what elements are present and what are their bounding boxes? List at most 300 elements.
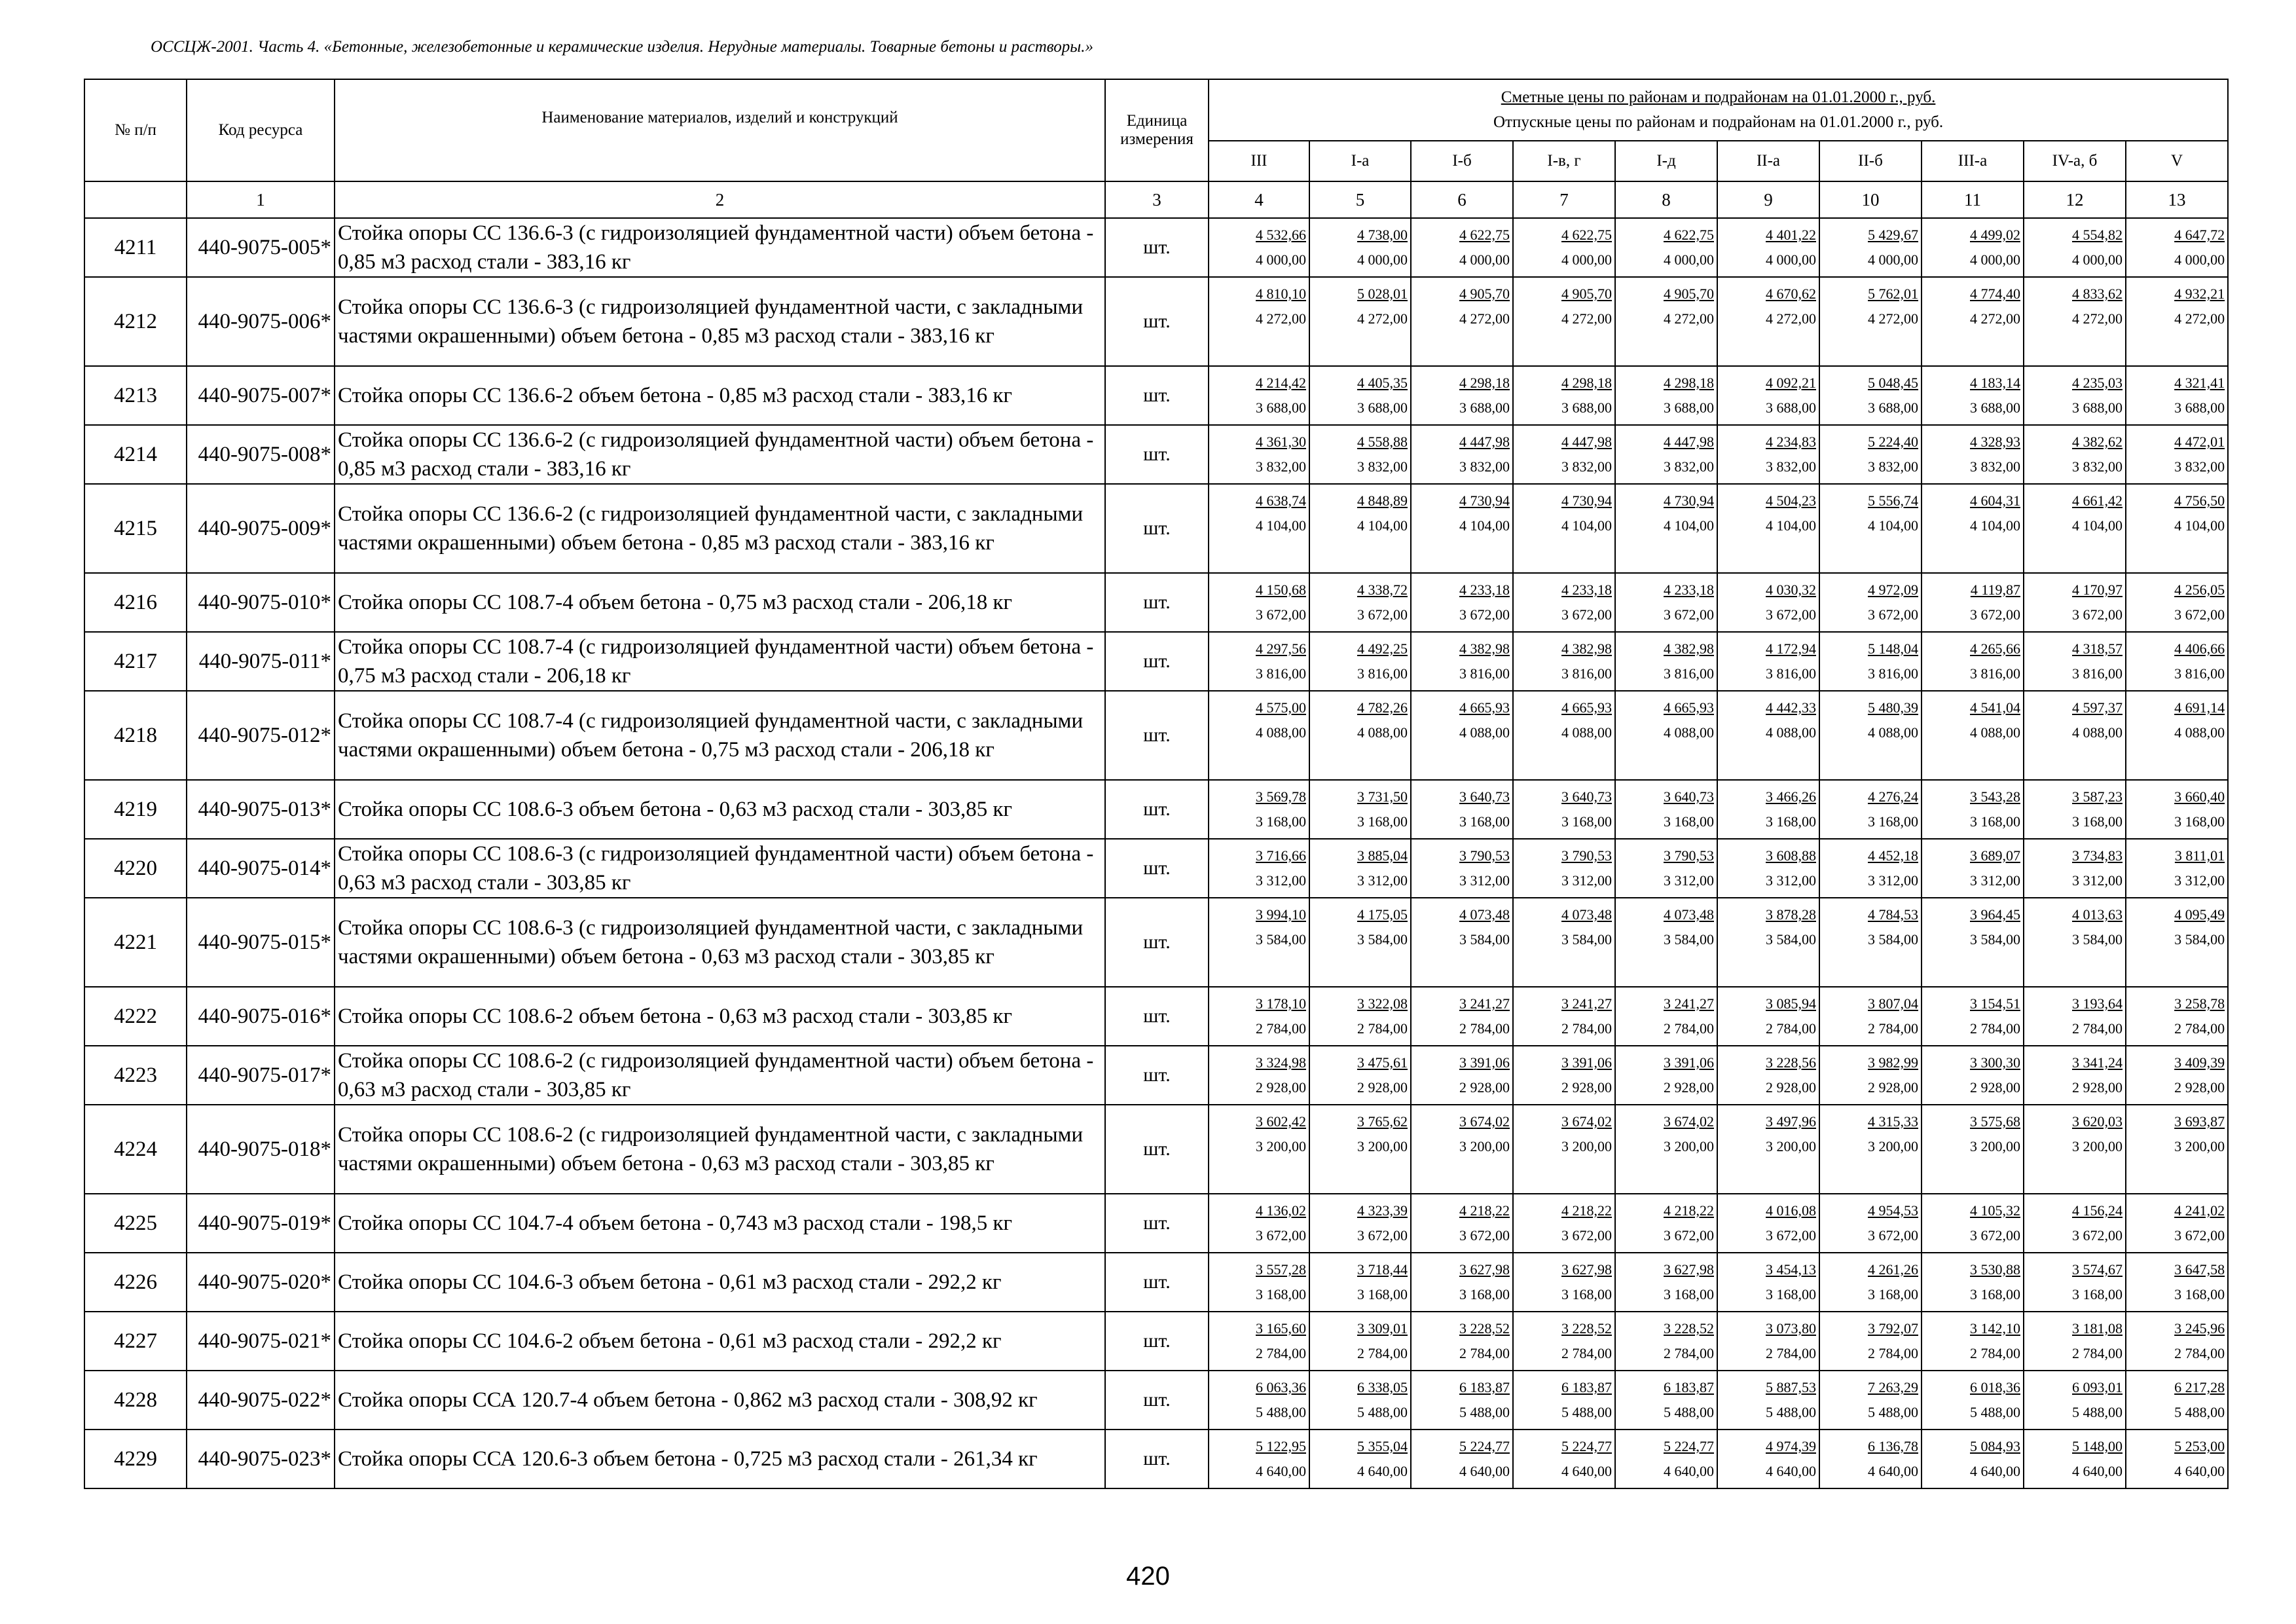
- release-price: 3 672,00: [1868, 606, 1918, 623]
- price-cell: [1615, 632, 1717, 691]
- resource-code: 440-9075-014*: [187, 839, 335, 898]
- release-price: 2 784,00: [1970, 1345, 2020, 1361]
- price-cell: [1411, 1105, 1513, 1194]
- release-price: 3 312,00: [1561, 872, 1612, 889]
- price-cell: [1717, 1253, 1819, 1312]
- price-cell: [2024, 1371, 2126, 1430]
- estimated-price: 4 442,33: [1766, 699, 1816, 716]
- resource-code: 440-9075-009*: [187, 484, 335, 573]
- unit-cell: шт.: [1105, 1253, 1209, 1312]
- row-number: 4220: [84, 839, 187, 898]
- estimated-price: 4 447,98: [1561, 434, 1612, 450]
- release-price: 5 488,00: [1970, 1404, 2020, 1420]
- estimated-price: 3 608,88: [1766, 847, 1816, 864]
- release-price: 4 000,00: [1664, 251, 1714, 268]
- release-price: 4 104,00: [2072, 517, 2123, 534]
- release-price: 3 168,00: [1357, 1286, 1408, 1302]
- price-cell: [1209, 1194, 1309, 1253]
- unit-cell: шт.: [1105, 1312, 1209, 1371]
- row-number: 4227: [84, 1312, 187, 1371]
- estimated-price: 4 974,39: [1766, 1438, 1816, 1454]
- release-price: 3 584,00: [2072, 931, 2123, 948]
- price-cell: [2024, 1105, 2126, 1194]
- price-cell: [1615, 425, 1717, 484]
- price-cell: [1411, 425, 1513, 484]
- price-cell: [1922, 839, 2024, 898]
- unit-cell: шт.: [1105, 277, 1209, 366]
- release-price: 3 200,00: [1766, 1138, 1816, 1154]
- table-row: [84, 425, 2228, 484]
- item-name: Стойка опоры СС 136.6-3 (с гидроизоляцией фундаментной части, с закладными частями окрашенными) объем бетона - 0,85 м3 расход стали - 383,16 кг: [335, 277, 1105, 366]
- price-cell: [2024, 218, 2126, 277]
- price-cell: [1717, 632, 1819, 691]
- release-price: 2 784,00: [1256, 1020, 1306, 1037]
- price-cell: [1513, 898, 1615, 987]
- release-price: 3 688,00: [1868, 399, 1918, 416]
- price-cell: [1309, 1046, 1411, 1105]
- row-number: 4213: [84, 366, 187, 425]
- estimated-price: 3 309,01: [1357, 1320, 1408, 1337]
- estimated-price: 3 734,83: [2072, 847, 2123, 864]
- estimated-price: 3 391,06: [1561, 1054, 1612, 1071]
- price-cell: [1922, 425, 2024, 484]
- price-cell: [1411, 1371, 1513, 1430]
- release-price: 2 784,00: [2072, 1345, 2123, 1361]
- estimated-price: 6 183,87: [1459, 1379, 1510, 1395]
- price-table: [84, 79, 2229, 1489]
- price-cell: [1717, 780, 1819, 839]
- estimated-price: 3 575,68: [1970, 1113, 2020, 1130]
- estimated-price: 4 622,75: [1561, 227, 1612, 243]
- release-price: 3 168,00: [1970, 1286, 2020, 1302]
- estimated-price: 3 228,52: [1664, 1320, 1714, 1337]
- estimated-price: 4 905,70: [1664, 286, 1714, 302]
- price-cell: [1209, 839, 1309, 898]
- price-cell: [1922, 1194, 2024, 1253]
- release-price: 2 784,00: [1868, 1345, 1918, 1361]
- column-number: [84, 181, 187, 218]
- release-price: 3 672,00: [2072, 1227, 2123, 1244]
- estimated-price: 3 602,42: [1256, 1113, 1306, 1130]
- release-price: 3 312,00: [1868, 872, 1918, 889]
- release-price: 3 816,00: [2174, 665, 2225, 682]
- estimated-price: 4 738,00: [1357, 227, 1408, 243]
- release-price: 3 832,00: [1664, 458, 1714, 475]
- release-price: 2 928,00: [1459, 1079, 1510, 1096]
- price-cell: [1309, 987, 1411, 1046]
- release-price: 3 832,00: [1970, 458, 2020, 475]
- release-price: 3 312,00: [1357, 872, 1408, 889]
- release-price: 2 784,00: [1766, 1020, 1816, 1037]
- release-price: 3 816,00: [1970, 665, 2020, 682]
- estimated-price: 3 557,28: [1256, 1261, 1306, 1278]
- estimated-price: 4 235,03: [2072, 375, 2123, 391]
- release-price: 3 584,00: [1970, 931, 2020, 948]
- estimated-price: 3 731,50: [1357, 788, 1408, 805]
- release-price: 3 672,00: [2174, 606, 2225, 623]
- column-number: 7: [1513, 181, 1615, 218]
- row-number: 4215: [84, 484, 187, 573]
- release-price: 3 168,00: [1561, 1286, 1612, 1302]
- estimated-price: 3 569,78: [1256, 788, 1306, 805]
- release-price: 3 672,00: [1664, 1227, 1714, 1244]
- estimated-price: 3 674,02: [1459, 1113, 1510, 1130]
- estimated-price: 4 382,98: [1459, 640, 1510, 657]
- price-cell: [2126, 425, 2228, 484]
- estimated-price: 4 119,87: [1970, 581, 2020, 598]
- release-price: 2 928,00: [1357, 1079, 1408, 1096]
- estimated-price: 4 361,30: [1256, 434, 1306, 450]
- estimated-price: 3 627,98: [1561, 1261, 1612, 1278]
- price-cell: [1411, 691, 1513, 780]
- estimated-price: 3 530,88: [1970, 1261, 2020, 1278]
- estimated-price: 4 810,10: [1256, 286, 1306, 302]
- release-price: 2 928,00: [1561, 1079, 1612, 1096]
- release-price: 2 784,00: [1561, 1345, 1612, 1361]
- estimated-price: 4 261,26: [1868, 1261, 1918, 1278]
- estimated-price: 3 620,03: [2072, 1113, 2123, 1130]
- release-price: 3 816,00: [1868, 665, 1918, 682]
- estimated-price: 3 647,58: [2174, 1261, 2225, 1278]
- estimated-price: 3 693,87: [2174, 1113, 2225, 1130]
- release-price: 3 200,00: [2072, 1138, 2123, 1154]
- price-cell: [1209, 632, 1309, 691]
- price-cell: [2024, 1194, 2126, 1253]
- price-cell: [1411, 898, 1513, 987]
- price-cell: [1717, 691, 1819, 780]
- price-cell: [2024, 573, 2126, 632]
- estimated-price: 4 328,93: [1970, 434, 2020, 450]
- table-row: [84, 1046, 2228, 1105]
- release-price: 3 672,00: [1970, 1227, 2020, 1244]
- price-cell: [2126, 1194, 2228, 1253]
- release-price: 2 928,00: [2174, 1079, 2225, 1096]
- release-price: 4 088,00: [1256, 724, 1306, 741]
- release-price: 4 088,00: [1459, 724, 1510, 741]
- release-price: 3 672,00: [2072, 606, 2123, 623]
- estimated-price: 4 382,98: [1561, 640, 1612, 657]
- row-number: 4217: [84, 632, 187, 691]
- release-price: 2 928,00: [1970, 1079, 2020, 1096]
- region-header: III: [1209, 141, 1309, 181]
- price-cell: [2024, 780, 2126, 839]
- release-price: 4 104,00: [2174, 517, 2225, 534]
- price-cell: [1309, 1312, 1411, 1371]
- price-cell: [1819, 898, 1922, 987]
- estimated-price: 4 848,89: [1357, 492, 1408, 509]
- item-name: Стойка опоры СС 108.6-2 объем бетона - 0,63 м3 расход стали - 303,85 кг: [335, 987, 1105, 1046]
- release-price: 4 640,00: [1664, 1463, 1714, 1479]
- column-number: 10: [1819, 181, 1922, 218]
- row-number: 4214: [84, 425, 187, 484]
- price-cell: [2126, 277, 2228, 366]
- price-cell: [1513, 691, 1615, 780]
- release-price: 3 832,00: [1459, 458, 1510, 475]
- price-cell: [1513, 1046, 1615, 1105]
- table-row: [84, 987, 2228, 1046]
- estimated-price: 4 095,49: [2174, 906, 2225, 923]
- estimated-price: 4 905,70: [1561, 286, 1612, 302]
- price-cell: [1615, 1371, 1717, 1430]
- estimated-price: 3 811,01: [2174, 847, 2225, 864]
- price-cell: [1922, 691, 2024, 780]
- estimated-price: 5 224,40: [1868, 434, 1918, 450]
- release-price: 4 000,00: [1256, 251, 1306, 268]
- release-price: 4 640,00: [1459, 1463, 1510, 1479]
- price-cell: [1411, 1194, 1513, 1253]
- price-cell: [1411, 780, 1513, 839]
- release-price: 3 584,00: [1561, 931, 1612, 948]
- estimated-price: 4 905,70: [1459, 286, 1510, 302]
- price-cell: [1717, 1312, 1819, 1371]
- unit-cell: шт.: [1105, 1105, 1209, 1194]
- release-price: 3 168,00: [2072, 1286, 2123, 1302]
- item-name: Стойка опоры СС 108.6-2 (с гидроизоляцией фундаментной части, с закладными частями окрашенными) объем бетона - 0,63 м3 расход стали - 303,85 кг: [335, 1105, 1105, 1194]
- item-name: Стойка опоры СС 108.6-3 (с гидроизоляцией фундаментной части) объем бетона - 0,63 м3 расход стали - 303,85 кг: [335, 839, 1105, 898]
- release-price: 3 200,00: [1868, 1138, 1918, 1154]
- release-price: 4 272,00: [1256, 310, 1306, 327]
- column-number: 5: [1309, 181, 1411, 218]
- release-price: 4 088,00: [2072, 724, 2123, 741]
- price-cell: [1309, 573, 1411, 632]
- release-price: 3 168,00: [1970, 813, 2020, 830]
- price-cell: [1411, 1312, 1513, 1371]
- release-price: 2 928,00: [1256, 1079, 1306, 1096]
- resource-code: 440-9075-011*: [187, 632, 335, 691]
- price-cell: [1717, 573, 1819, 632]
- release-price: 4 104,00: [1868, 517, 1918, 534]
- estimated-price: 4 954,53: [1868, 1202, 1918, 1219]
- release-price: 3 168,00: [1766, 1286, 1816, 1302]
- release-price: 5 488,00: [1766, 1404, 1816, 1420]
- estimated-price: 3 765,62: [1357, 1113, 1408, 1130]
- price-cell: [1513, 277, 1615, 366]
- estimated-price: 3 885,04: [1357, 847, 1408, 864]
- estimated-price: 4 558,88: [1357, 434, 1408, 450]
- price-cell: [1309, 277, 1411, 366]
- price-cell: [2126, 218, 2228, 277]
- unit-cell: шт.: [1105, 1046, 1209, 1105]
- estimated-price: 4 554,82: [2072, 227, 2123, 243]
- release-price: 4 272,00: [2174, 310, 2225, 327]
- price-cell: [1513, 1105, 1615, 1194]
- price-cell: [1309, 1430, 1411, 1488]
- item-name: Стойка опоры СС 108.6-3 (с гидроизоляцией фундаментной части, с закладными частями окрашенными) объем бетона - 0,63 м3 расход стали - 303,85 кг: [335, 898, 1105, 987]
- release-price: 3 832,00: [1868, 458, 1918, 475]
- release-price: 2 784,00: [2072, 1020, 2123, 1037]
- price-cell: [1717, 218, 1819, 277]
- release-price: 3 168,00: [2174, 813, 2225, 830]
- release-price: 4 104,00: [1561, 517, 1612, 534]
- release-price: 5 488,00: [1664, 1404, 1714, 1420]
- price-cell: [1309, 632, 1411, 691]
- price-cell: [1615, 484, 1717, 573]
- release-price: 4 640,00: [1256, 1463, 1306, 1479]
- estimated-price: 3 341,24: [2072, 1054, 2123, 1071]
- price-cell: [1411, 632, 1513, 691]
- release-price: 4 104,00: [1970, 517, 2020, 534]
- estimated-price: 4 073,48: [1459, 906, 1510, 923]
- price-cell: [1209, 1046, 1309, 1105]
- header-code: Код ресурса: [187, 79, 335, 181]
- release-price: 3 168,00: [1357, 813, 1408, 830]
- price-cell: [1309, 1105, 1411, 1194]
- price-cell: [1819, 1371, 1922, 1430]
- unit-cell: шт.: [1105, 1194, 1209, 1253]
- price-cell: [1819, 1430, 1922, 1488]
- price-cell: [1209, 898, 1309, 987]
- estimated-price: 4 401,22: [1766, 227, 1816, 243]
- release-price: 2 784,00: [1357, 1020, 1408, 1037]
- price-cell: [1819, 987, 1922, 1046]
- resource-code: 440-9075-017*: [187, 1046, 335, 1105]
- price-cell: [1819, 366, 1922, 425]
- estimated-price: 3 689,07: [1970, 847, 2020, 864]
- region-header: I-в, г: [1513, 141, 1615, 181]
- resource-code: 440-9075-022*: [187, 1371, 335, 1430]
- item-name: Стойка опоры СС 108.6-3 объем бетона - 0,63 м3 расход стали - 303,85 кг: [335, 780, 1105, 839]
- release-price: 2 784,00: [1256, 1345, 1306, 1361]
- release-price: 3 672,00: [1459, 1227, 1510, 1244]
- price-cell: [1717, 839, 1819, 898]
- price-cell: [1615, 691, 1717, 780]
- unit-cell: шт.: [1105, 839, 1209, 898]
- release-price: 3 672,00: [2174, 1227, 2225, 1244]
- price-cell: [1309, 425, 1411, 484]
- table-row: [84, 898, 2228, 987]
- price-cell: [1411, 1253, 1513, 1312]
- release-price: 4 272,00: [1766, 310, 1816, 327]
- estimated-price: 4 447,98: [1664, 434, 1714, 450]
- region-header: IV-a, б: [2024, 141, 2126, 181]
- release-price: 5 488,00: [1459, 1404, 1510, 1420]
- price-cell: [1922, 1105, 2024, 1194]
- release-price: 4 272,00: [1357, 310, 1408, 327]
- estimated-price: 4 784,53: [1868, 906, 1918, 923]
- price-cell: [1513, 1194, 1615, 1253]
- estimated-price: 4 492,25: [1357, 640, 1408, 657]
- release-price: 3 168,00: [1766, 813, 1816, 830]
- price-cell: [2024, 898, 2126, 987]
- release-price: 4 000,00: [2072, 251, 2123, 268]
- estimated-price: 4 730,94: [1561, 492, 1612, 509]
- column-number: 6: [1411, 181, 1513, 218]
- price-cell: [1717, 1046, 1819, 1105]
- estimated-price: 4 256,05: [2174, 581, 2225, 598]
- price-cell: [1309, 1194, 1411, 1253]
- release-price: 3 168,00: [1256, 813, 1306, 830]
- price-cell: [1513, 1312, 1615, 1371]
- estimated-price: 4 972,09: [1868, 581, 1918, 598]
- release-price: 4 000,00: [1459, 251, 1510, 268]
- price-cell: [1209, 425, 1309, 484]
- release-price: 3 168,00: [2072, 813, 2123, 830]
- estimated-price: 4 665,93: [1459, 699, 1510, 716]
- release-price: 3 168,00: [1664, 813, 1714, 830]
- estimated-price: 4 214,42: [1256, 375, 1306, 391]
- release-price: 3 584,00: [2174, 931, 2225, 948]
- price-cell: [2126, 1105, 2228, 1194]
- estimated-price: 3 228,52: [1561, 1320, 1612, 1337]
- estimated-price: 4 016,08: [1766, 1202, 1816, 1219]
- unit-cell: шт.: [1105, 898, 1209, 987]
- running-header: ОССЦЖ-2001. Часть 4. «Бетонные, железобетонные и керамические изделия. Нерудные материалы. Товарные бетоны и растворы.»: [151, 38, 1093, 56]
- release-price: 4 272,00: [1970, 310, 2020, 327]
- price-cell: [1513, 484, 1615, 573]
- estimated-price: 4 092,21: [1766, 375, 1816, 391]
- release-price: 4 088,00: [1561, 724, 1612, 741]
- price-cell: [2126, 1312, 2228, 1371]
- resource-code: 440-9075-005*: [187, 218, 335, 277]
- price-cell: [1309, 780, 1411, 839]
- release-price: 3 584,00: [1357, 931, 1408, 948]
- release-price: 3 672,00: [1970, 606, 2020, 623]
- price-cell: [1411, 573, 1513, 632]
- item-name: Стойка опоры СС 108.7-4 (с гидроизоляцией фундаментной части) объем бетона - 0,75 м3 расход стали - 206,18 кг: [335, 632, 1105, 691]
- price-cell: [1717, 1371, 1819, 1430]
- table-row: [84, 218, 2228, 277]
- release-price: 2 928,00: [1868, 1079, 1918, 1096]
- price-cell: [1209, 1105, 1309, 1194]
- estimated-price: 3 142,10: [1970, 1320, 2020, 1337]
- estimated-price: 4 774,40: [1970, 286, 2020, 302]
- release-price: 3 312,00: [1256, 872, 1306, 889]
- estimated-price: 4 504,23: [1766, 492, 1816, 509]
- estimated-price: 5 480,39: [1868, 699, 1918, 716]
- price-cell: [1209, 1312, 1309, 1371]
- item-name: Стойка опоры СС 104.6-3 объем бетона - 0,61 м3 расход стали - 292,2 кг: [335, 1253, 1105, 1312]
- resource-code: 440-9075-012*: [187, 691, 335, 780]
- price-cell: [1411, 484, 1513, 573]
- release-price: 4 104,00: [1664, 517, 1714, 534]
- price-cell: [1309, 691, 1411, 780]
- estimated-price: 5 148,00: [2072, 1438, 2123, 1454]
- release-price: 3 672,00: [1561, 606, 1612, 623]
- estimated-price: 4 156,24: [2072, 1202, 2123, 1219]
- price-cell: [2126, 839, 2228, 898]
- estimated-price: 3 466,26: [1766, 788, 1816, 805]
- item-name: Стойка опоры ССА 120.6-3 объем бетона - 0,725 м3 расход стали - 261,34 кг: [335, 1430, 1105, 1488]
- price-cell: [1717, 1430, 1819, 1488]
- release-price: 4 640,00: [1357, 1463, 1408, 1479]
- price-cell: [1513, 780, 1615, 839]
- price-cell: [2126, 1046, 2228, 1105]
- estimated-price: 4 234,83: [1766, 434, 1816, 450]
- release-price: 3 168,00: [1561, 813, 1612, 830]
- estimated-price: 5 429,67: [1868, 227, 1918, 243]
- price-cell: [1615, 987, 1717, 1046]
- estimated-price: 4 406,66: [2174, 640, 2225, 657]
- row-number: 4222: [84, 987, 187, 1046]
- estimated-price: 4 298,18: [1459, 375, 1510, 391]
- price-cell: [1615, 898, 1717, 987]
- price-cell: [1513, 366, 1615, 425]
- item-name: Стойка опоры СС 108.7-4 (с гидроизоляцией фундаментной части, с закладными частями окрашенными) объем бетона - 0,75 м3 расход стали - 206,18 кг: [335, 691, 1105, 780]
- release-price: 2 928,00: [1664, 1079, 1714, 1096]
- estimated-price: 4 338,72: [1357, 581, 1408, 598]
- resource-code: 440-9075-008*: [187, 425, 335, 484]
- price-cell: [1717, 1194, 1819, 1253]
- release-price: 4 088,00: [1357, 724, 1408, 741]
- release-price: 2 928,00: [2072, 1079, 2123, 1096]
- price-cell: [1209, 484, 1309, 573]
- column-number: 3: [1105, 181, 1209, 218]
- estimated-price: 5 224,77: [1664, 1438, 1714, 1454]
- estimated-price: 6 338,05: [1357, 1379, 1408, 1395]
- price-cell: [2126, 987, 2228, 1046]
- release-price: 4 088,00: [1868, 724, 1918, 741]
- price-cell: [1309, 839, 1411, 898]
